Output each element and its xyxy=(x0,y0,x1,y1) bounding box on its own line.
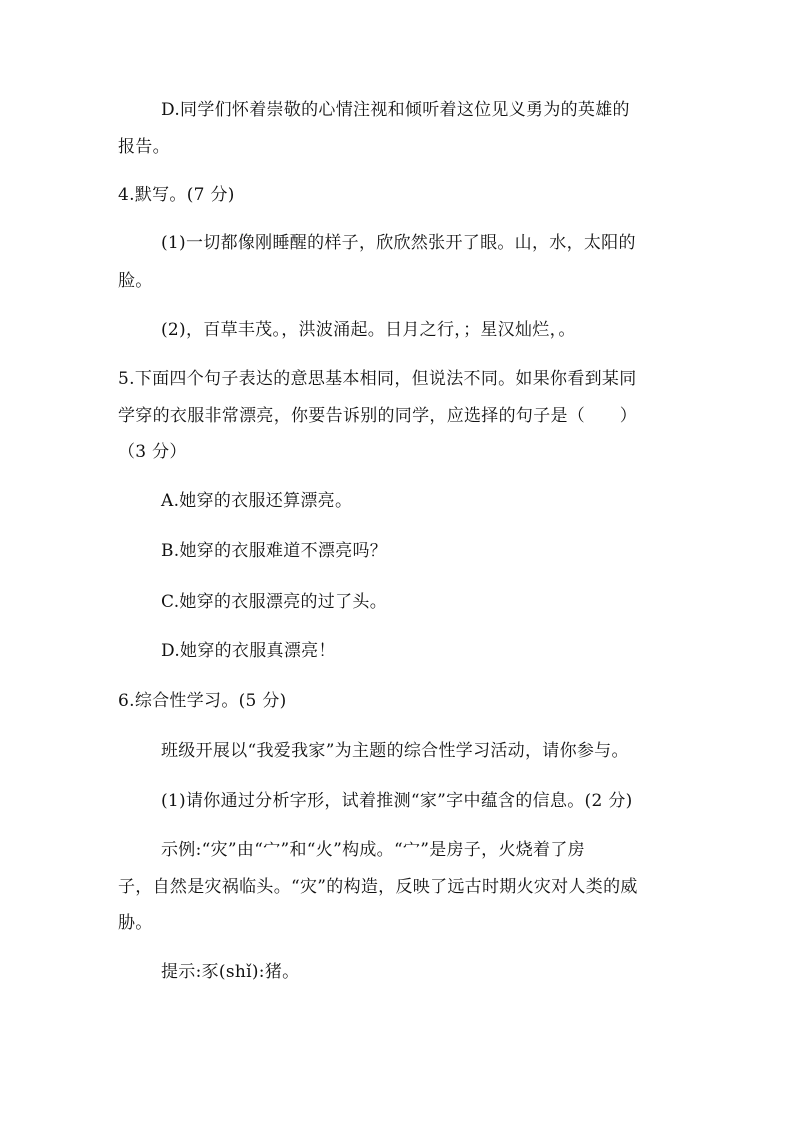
q4-item-1-line-2: 脸。 xyxy=(118,271,153,291)
question-5-line-2: 学穿的衣服非常漂亮，你要告诉别的同学，应选择的句子是（ ） xyxy=(118,406,637,426)
q6-example-line-3: 胁。 xyxy=(118,913,153,933)
q4-item-1-line-1: (1)一切都像刚睡醒的样子，欣欣然张开了眼。山，水，太阳的 xyxy=(161,233,636,253)
question-5-score: （3 分） xyxy=(118,442,187,462)
q5-option-c: C.她穿的衣服漂亮的过了头。 xyxy=(161,592,388,612)
q6-hint: 提示:豕(shǐ):猪。 xyxy=(161,962,300,982)
q6-example-line-2: 子，自然是灾祸临头。“灾”的构造，反映了远古时期火灾对人类的威 xyxy=(118,877,638,897)
question-5-line-1: 5.下面四个句子表达的意思基本相同，但说法不同。如果你看到某同 xyxy=(118,369,637,389)
option-d-line-1: D.同学们怀着崇敬的心情注视和倾听着这位见义勇为的英雄的 xyxy=(161,100,630,120)
question-4-heading: 4.默写。(7 分) xyxy=(118,185,235,205)
q5-option-b: B.她穿的衣服难道不漂亮吗？ xyxy=(161,541,388,561)
question-6-heading: 6.综合性学习。(5 分) xyxy=(118,691,287,711)
q6-item-1: (1)请你通过分析字形，试着推测“家”字中蕴含的信息。(2 分) xyxy=(161,791,633,811)
q5-option-d: D.她穿的衣服真漂亮！ xyxy=(161,641,336,661)
option-d-line-2: 报告。 xyxy=(118,137,170,157)
q6-example-line-1: 示例:“灾”由“宀”和“火”构成。“宀”是房子，火烧着了房 xyxy=(161,840,585,860)
q5-option-a: A.她穿的衣服还算漂亮。 xyxy=(161,491,353,511)
q4-item-2: (2)，百草丰茂。，洪波涌起。日月之行，；星汉灿烂，。 xyxy=(161,320,576,340)
q6-intro: 班级开展以“我爱我家”为主题的综合性学习活动，请你参与。 xyxy=(161,741,629,761)
